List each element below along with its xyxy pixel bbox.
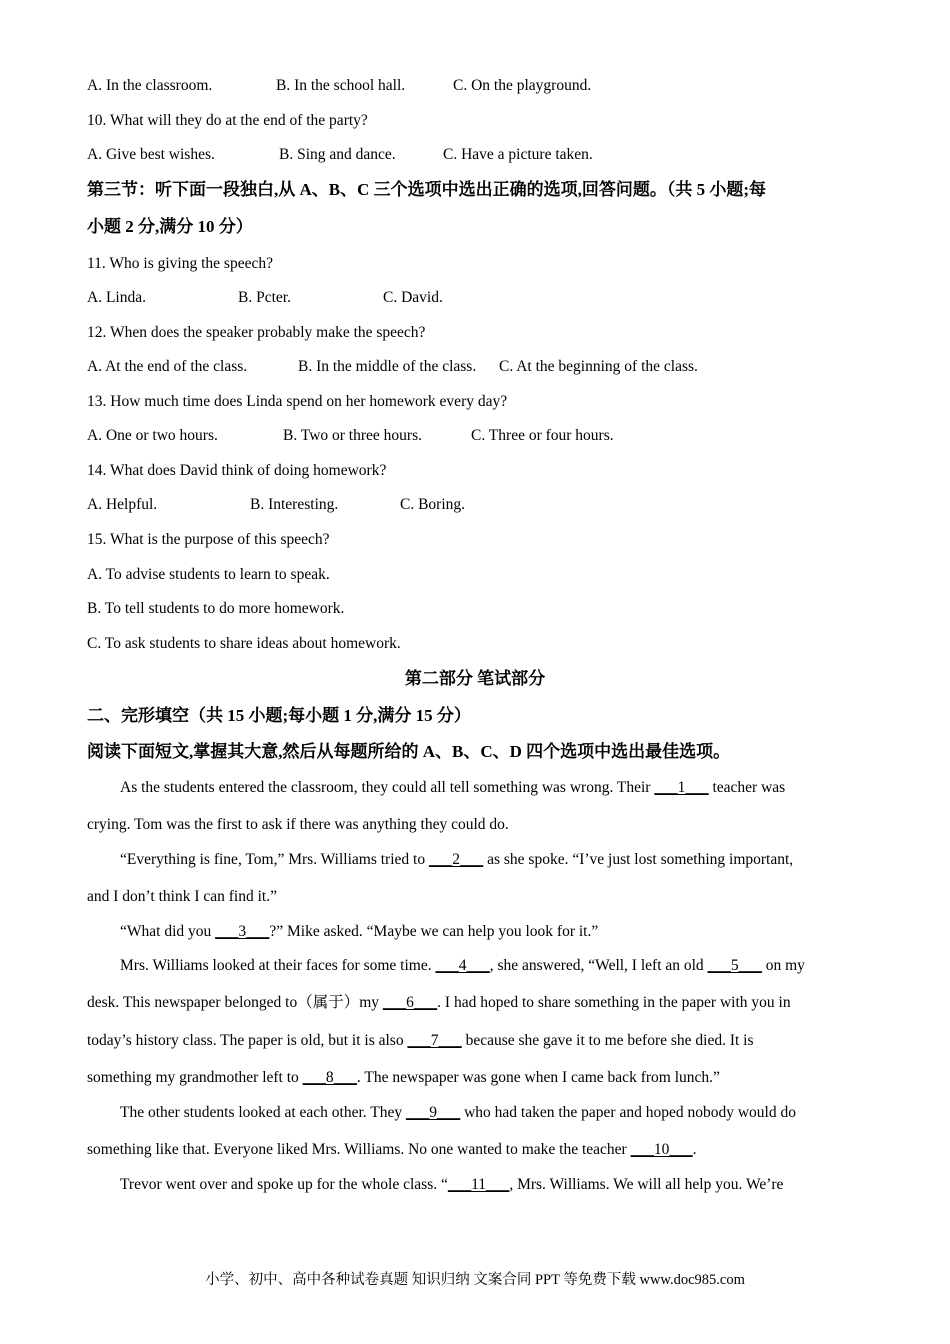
q9-option-c: C. On the playground. <box>453 77 592 94</box>
blank-3: ___3___ <box>215 923 270 940</box>
q10-options <box>87 145 593 165</box>
q12-options <box>87 357 698 377</box>
q14-option-b: B. Interesting. <box>250 496 339 513</box>
passage-line: Trevor went over and spoke up for the whole class. “___11___, Mrs. Williams. We will all help you. We’re <box>120 1176 784 1193</box>
cloze-instruction: 阅读下面短文,掌握其大意,然后从每题所给的 A、B、C、D 四个选项中选出最佳选项。 <box>87 742 731 761</box>
passage-line: something my grandmother left to ___8___. The newspaper was gone when I came back from lunch.” <box>87 1069 720 1086</box>
passage-line: “Everything is fine, Tom,” Mrs. Williams tried to ___2___ as she spoke. “I’ve just lost something important, <box>120 851 794 868</box>
section3-heading-line1: 第三节：听下面一段独白,从 A、B、C 三个选项中选出正确的选项,回答问题。（共 5 小题;每 <box>87 180 767 199</box>
q9-option-a: A. In the classroom. <box>87 77 213 94</box>
q14-option-a: A. Helpful. <box>87 496 158 513</box>
q11-option-b: B. Pcter. <box>238 289 291 306</box>
q13-option-a: A. One or two hours. <box>87 427 218 444</box>
q12-option-b: B. In the middle of the class. <box>298 358 477 375</box>
q13-option-b: B. Two or three hours. <box>283 427 422 444</box>
q11-options <box>87 288 443 308</box>
passage-line: today’s history class. The paper is old, but it is also ___7___ because she gave it to me before she died. It is <box>87 1032 754 1049</box>
blank-11: ___11___ <box>447 1176 510 1193</box>
q14-option-c: C. Boring. <box>400 496 466 513</box>
blank-2: ___2___ <box>428 851 484 868</box>
passage-line: something like that. Everyone liked Mrs. Williams. No one wanted to make the teacher ___10___. <box>87 1141 697 1158</box>
blank-8: ___8___ <box>302 1069 357 1086</box>
passage-line: The other students looked at each other. They ___9___ who had taken the paper and hoped nobody would do <box>120 1104 796 1121</box>
q14-options <box>87 495 465 515</box>
blank-10: ___10___ <box>630 1141 693 1158</box>
page-footer: 小学、初中、高中各种试卷真题 知识归纳 文案合同 PPT 等免费下载 www.doc985.com <box>205 1272 745 1288</box>
q11-option-c: C. David. <box>383 289 443 306</box>
blank-5: ___5___ <box>707 957 762 974</box>
blank-1: ___1___ <box>654 779 709 796</box>
q15-option-b: B. To tell students to do more homework. <box>87 600 345 617</box>
q12-question: 12. When does the speaker probably make the speech? <box>87 324 426 341</box>
q11-question: 11. Who is giving the speech? <box>87 255 273 272</box>
passage-line: crying. Tom was the first to ask if there was anything they could do. <box>87 816 509 833</box>
q13-options <box>87 426 614 446</box>
cloze-heading: 二、完形填空（共 15 小题;每小题 1 分,满分 15 分） <box>87 706 471 725</box>
q13-option-c: C. Three or four hours. <box>471 427 614 444</box>
q10-option-c: C. Have a picture taken. <box>443 146 593 163</box>
q11-option-a: A. Linda. <box>87 289 146 306</box>
blank-9: ___9___ <box>405 1104 461 1121</box>
passage-line: desk. This newspaper belonged to（属于）my ___6___. I had hoped to share something in the paper with you in <box>87 994 791 1011</box>
q13-question: 13. How much time does Linda spend on her homework every day? <box>87 393 508 410</box>
q12-option-c: C. At the beginning of the class. <box>499 358 698 375</box>
q12-option-a: A. At the end of the class. <box>87 358 248 375</box>
blank-6: ___6___ <box>382 994 438 1011</box>
q15-option-c: C. To ask students to share ideas about homework. <box>87 635 401 652</box>
q14-question: 14. What does David think of doing homework? <box>87 462 387 479</box>
blank-7: ___7___ <box>407 1032 462 1049</box>
passage-line: “What did you ___3___?” Mike asked. “Maybe we can help you look for it.” <box>120 923 599 940</box>
passage-line: As the students entered the classroom, they could all tell something was wrong. Their ___1___ teacher was <box>120 779 786 796</box>
q15-question: 15. What is the purpose of this speech? <box>87 531 330 548</box>
q10-question: 10. What will they do at the end of the party? <box>87 112 368 129</box>
q9-options <box>87 76 591 96</box>
passage-line: and I don’t think I can find it.” <box>87 888 277 905</box>
q10-option-b: B. Sing and dance. <box>279 146 396 163</box>
blank-4: ___4___ <box>435 957 490 974</box>
part2-title: 第二部分 笔试部分 <box>404 669 546 688</box>
passage-line: Mrs. Williams looked at their faces for some time. ___4___, she answered, “Well, I left an old ___5___ on my <box>120 957 805 974</box>
section3-heading-line2: 小题 2 分,满分 10 分） <box>87 217 253 236</box>
q15-option-a: A. To advise students to learn to speak. <box>87 566 330 583</box>
q9-option-b: B. In the school hall. <box>276 77 406 94</box>
q10-option-a: A. Give best wishes. <box>87 146 215 163</box>
